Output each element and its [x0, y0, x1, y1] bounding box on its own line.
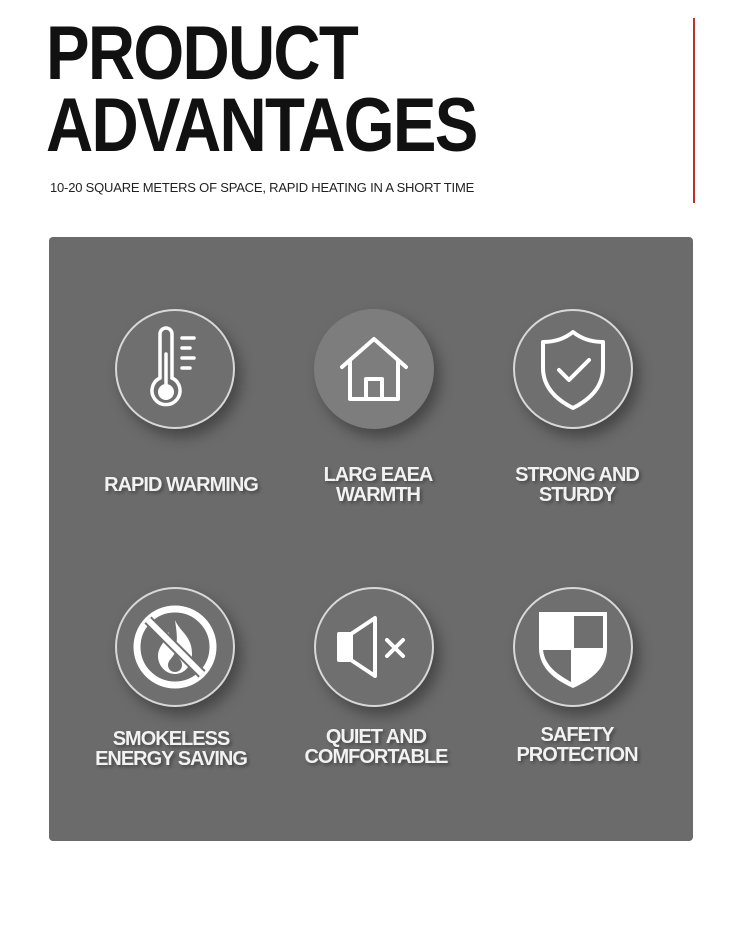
accent-divider: [693, 18, 695, 203]
feature-label-quiet: QUIET AND COMFORTABLE: [304, 726, 448, 768]
page-title: [46, 11, 477, 168]
feature-label-rapid-warming: RAPID WARMING: [104, 474, 258, 496]
title-line-1: PRODUCT: [46, 11, 358, 96]
subtitle: 10-20 SQUARE METERS OF SPACE, RAPID HEATING IN A SHORT TIME: [50, 180, 475, 195]
safety-shield-icon: [513, 587, 633, 707]
feature-label-smokeless: SMOKELESS ENERGY SAVING: [95, 728, 247, 770]
house-icon: [314, 309, 434, 429]
shield-check-icon: [513, 309, 633, 429]
title-line-2: ADVANTAGES: [46, 83, 477, 168]
mute-speaker-icon: [314, 587, 434, 707]
features-panel: [49, 237, 693, 841]
no-fire-icon: [115, 587, 235, 707]
feature-label-safety: SAFETY PROTECTION: [516, 724, 638, 766]
feature-label-large-area: LARG EAEA WARMTH: [323, 464, 433, 506]
thermometer-icon: [115, 309, 235, 429]
feature-label-strong-sturdy: STRONG AND STURDY: [515, 464, 639, 506]
